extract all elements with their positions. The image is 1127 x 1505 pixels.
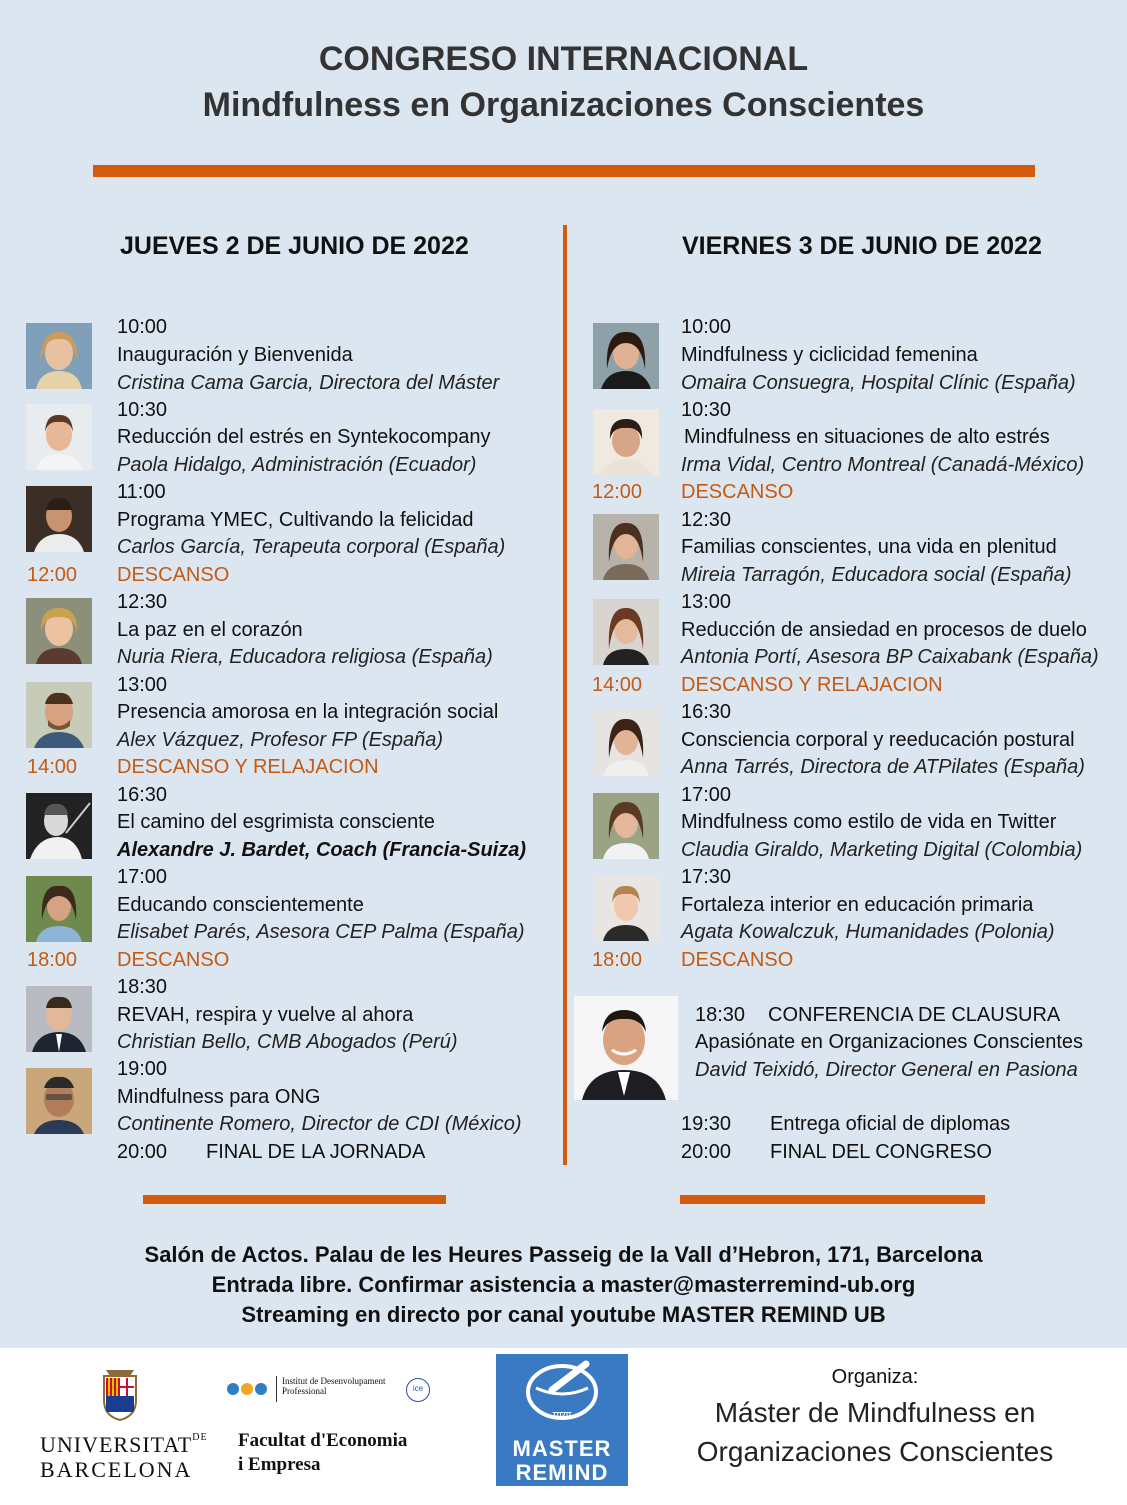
session-time: 17:30 (681, 866, 732, 888)
session-speaker: Continente Romero, Director de CDI (México) (117, 1113, 522, 1135)
session-speaker: Nuria Riera, Educadora religiosa (España) (117, 646, 493, 668)
session-title: Reducción del estrés en Syntekocompany (117, 426, 491, 448)
session-speaker: Paola Hidalgo, Administración (Ecuador) (117, 454, 477, 476)
entry-text: Entrada libre. Confirmar asistencia a master@masterremind-ub.org (211, 1272, 916, 1297)
session-speaker: Carlos García, Terapeuta corporal (España) (117, 536, 506, 558)
venue-text: Salón de Actos. Palau de les Heures Passeig de la Vall d’Hebron, 171, Barcelona (144, 1242, 983, 1267)
ice-text: ice (412, 1384, 424, 1393)
idp-dots-icon (226, 1382, 270, 1396)
session-title: Reducción de ansiedad en procesos de duelo (681, 619, 1087, 641)
closing-label: CONFERENCIA DE CLAUSURA (768, 1004, 1061, 1026)
header-rule (93, 165, 1035, 177)
speaker-photo (26, 682, 92, 748)
session-time: 10:30 (681, 399, 732, 421)
end-label: FINAL DEL CONGRESO (770, 1141, 992, 1163)
session-title: Fortaleza interior en educación primaria (681, 894, 1034, 916)
speaker-photo (593, 514, 659, 580)
break-time: 14:00 (27, 756, 78, 778)
ub-name-line2: BARCELONA (40, 1457, 193, 1482)
session-speaker: Agata Kowalczuk, Humanidades (Polonia) (681, 921, 1055, 943)
mr-script: माया (552, 1410, 572, 1422)
end-label: FINAL DE LA JORNADA (206, 1141, 426, 1163)
idp-circles (226, 1382, 270, 1396)
end-time: 20:00 (681, 1141, 732, 1163)
session-time: 12:30 (117, 591, 168, 613)
session-time: 17:00 (681, 784, 732, 806)
streaming-text: Streaming en directo por canal youtube MASTER REMIND UB (241, 1302, 886, 1327)
session-title: Mindfulness en situaciones de alto estrés (684, 426, 1050, 448)
idp-logo (222, 1372, 437, 1482)
speaker-photo (26, 876, 92, 942)
speaker-photo (593, 323, 659, 389)
session-title: La paz en el corazón (117, 619, 303, 641)
organiza-line1: Máster de Mindfulness en (714, 1397, 1036, 1428)
closing-time: 18:30 (695, 1004, 746, 1026)
column-divider (563, 225, 567, 1165)
speaker-photo (26, 793, 92, 859)
ub-de: DE (192, 1432, 208, 1443)
break-time: 18:00 (27, 949, 78, 971)
ub-seal-icon (100, 1366, 140, 1422)
ub-name-line1 (40, 1432, 208, 1458)
session-time: 10:00 (681, 316, 732, 338)
break-time: 12:00 (27, 564, 78, 586)
break-time: 14:00 (592, 674, 643, 696)
faculty-line1: Facultat d'Economia (238, 1430, 408, 1451)
break-label: DESCANSO (117, 949, 230, 971)
speaker-photo (593, 409, 659, 475)
ub-universitat: UNIVERSITAT (40, 1432, 193, 1457)
session-speaker: Mireia Tarragón, Educadora social (España) (681, 564, 1072, 586)
session-speaker: Irma Vidal, Centro Montreal (Canadá-México) (681, 454, 1085, 476)
session-speaker: Cristina Cama Garcia, Directora del Máster (117, 372, 500, 394)
session-speaker: Omaira Consuegra, Hospital Clínic (España) (681, 372, 1076, 394)
day1-heading: JUEVES 2 DE JUNIO DE 2022 (120, 232, 469, 260)
session-title: Mindfulness como estilo de vida en Twitter (681, 811, 1057, 833)
closing-title: Apasiónate en Organizaciones Conscientes (695, 1031, 1084, 1053)
session-time: 12:30 (681, 509, 732, 531)
session-time: 10:30 (117, 399, 168, 421)
title-line-2: Mindfulness en Organizaciones Conscientes (202, 86, 925, 124)
break-label: DESCANSO (681, 949, 794, 971)
session-time: 10:00 (117, 316, 168, 338)
session-title: Presencia amorosa en la integración social (117, 701, 499, 723)
speaker-photo (26, 486, 92, 552)
mr-line2: REMIND (515, 1460, 609, 1485)
closing-speaker-photo (574, 996, 678, 1100)
speaker-photo (593, 710, 659, 776)
speaker-photo (26, 598, 92, 664)
mr-line1: MASTER (512, 1436, 612, 1461)
session-title: REVAH, respira y vuelve al ahora (117, 1004, 414, 1026)
session-time: 17:00 (117, 866, 168, 888)
ice-badge (406, 1378, 430, 1402)
day2-bottom-rule (680, 1195, 985, 1204)
master-remind-logo (496, 1354, 628, 1486)
diplomas-time: 19:30 (681, 1113, 732, 1135)
session-time: 19:00 (117, 1058, 168, 1080)
session-speaker: Anna Tarrés, Directora de ATPilates (España) (681, 756, 1085, 778)
speaker-photo (593, 599, 659, 665)
idp-divider (276, 1376, 277, 1402)
session-title: Programa YMEC, Cultivando la felicidad (117, 509, 474, 531)
session-speaker: Christian Bello, CMB Abogados (Perú) (117, 1031, 458, 1053)
break-label: DESCANSO Y RELAJACION (681, 674, 943, 696)
closing-speaker: David Teixidó, Director General en Pasiona (695, 1059, 1078, 1081)
title-line-1: CONGRESO INTERNACIONAL (318, 40, 809, 78)
session-time: 16:30 (681, 701, 732, 723)
break-time: 18:00 (592, 949, 643, 971)
session-speaker: Claudia Giraldo, Marketing Digital (Colombia) (681, 839, 1083, 861)
session-title: Familias conscientes, una vida en plenitud (681, 536, 1057, 558)
day1-bottom-rule (143, 1195, 446, 1204)
session-time: 13:00 (681, 591, 732, 613)
break-label: DESCANSO Y RELAJACION (117, 756, 379, 778)
break-label: DESCANSO (117, 564, 230, 586)
speaker-photo (593, 793, 659, 859)
session-time: 11:00 (117, 481, 166, 503)
day2-heading: VIERNES 3 DE JUNIO DE 2022 (682, 232, 1042, 260)
speaker-photo (593, 875, 659, 941)
organiza-line2: Organizaciones Conscientes (696, 1436, 1054, 1467)
organiza-label: Organiza: (831, 1366, 919, 1388)
session-speaker: Antonia Portí, Asesora BP Caixabank (España) (681, 646, 1099, 668)
speaker-photo (26, 986, 92, 1052)
session-title: El camino del esgrimista consciente (117, 811, 435, 833)
session-time: 13:00 (117, 674, 168, 696)
idp-text: Institut de Desenvolupament Professional (282, 1376, 386, 1396)
ub-logo (30, 1362, 210, 1487)
speaker-photo (26, 404, 92, 470)
session-time: 18:30 (117, 976, 168, 998)
session-speaker: Alex Vázquez, Profesor FP (España) (117, 729, 444, 751)
session-title: Mindfulness para ONG (117, 1086, 321, 1108)
session-title: Inauguración y Bienvenida (117, 344, 353, 366)
session-time: 16:30 (117, 784, 168, 806)
faculty-line2: i Empresa (238, 1454, 321, 1475)
session-title: Educando conscientemente (117, 894, 364, 916)
diplomas-label: Entrega oficial de diplomas (770, 1113, 1011, 1135)
break-time: 12:00 (592, 481, 643, 503)
end-time: 20:00 (117, 1141, 168, 1163)
break-label: DESCANSO (681, 481, 794, 503)
session-speaker: Elisabet Parés, Asesora CEP Palma (España) (117, 921, 525, 943)
session-speaker: Alexandre J. Bardet, Coach (Francia-Suiza) (117, 839, 527, 861)
session-title: Mindfulness y ciclicidad femenina (681, 344, 978, 366)
speaker-photo (26, 1068, 92, 1134)
speaker-photo (26, 323, 92, 389)
session-title: Consciencia corporal y reeducación postural (681, 729, 1075, 751)
